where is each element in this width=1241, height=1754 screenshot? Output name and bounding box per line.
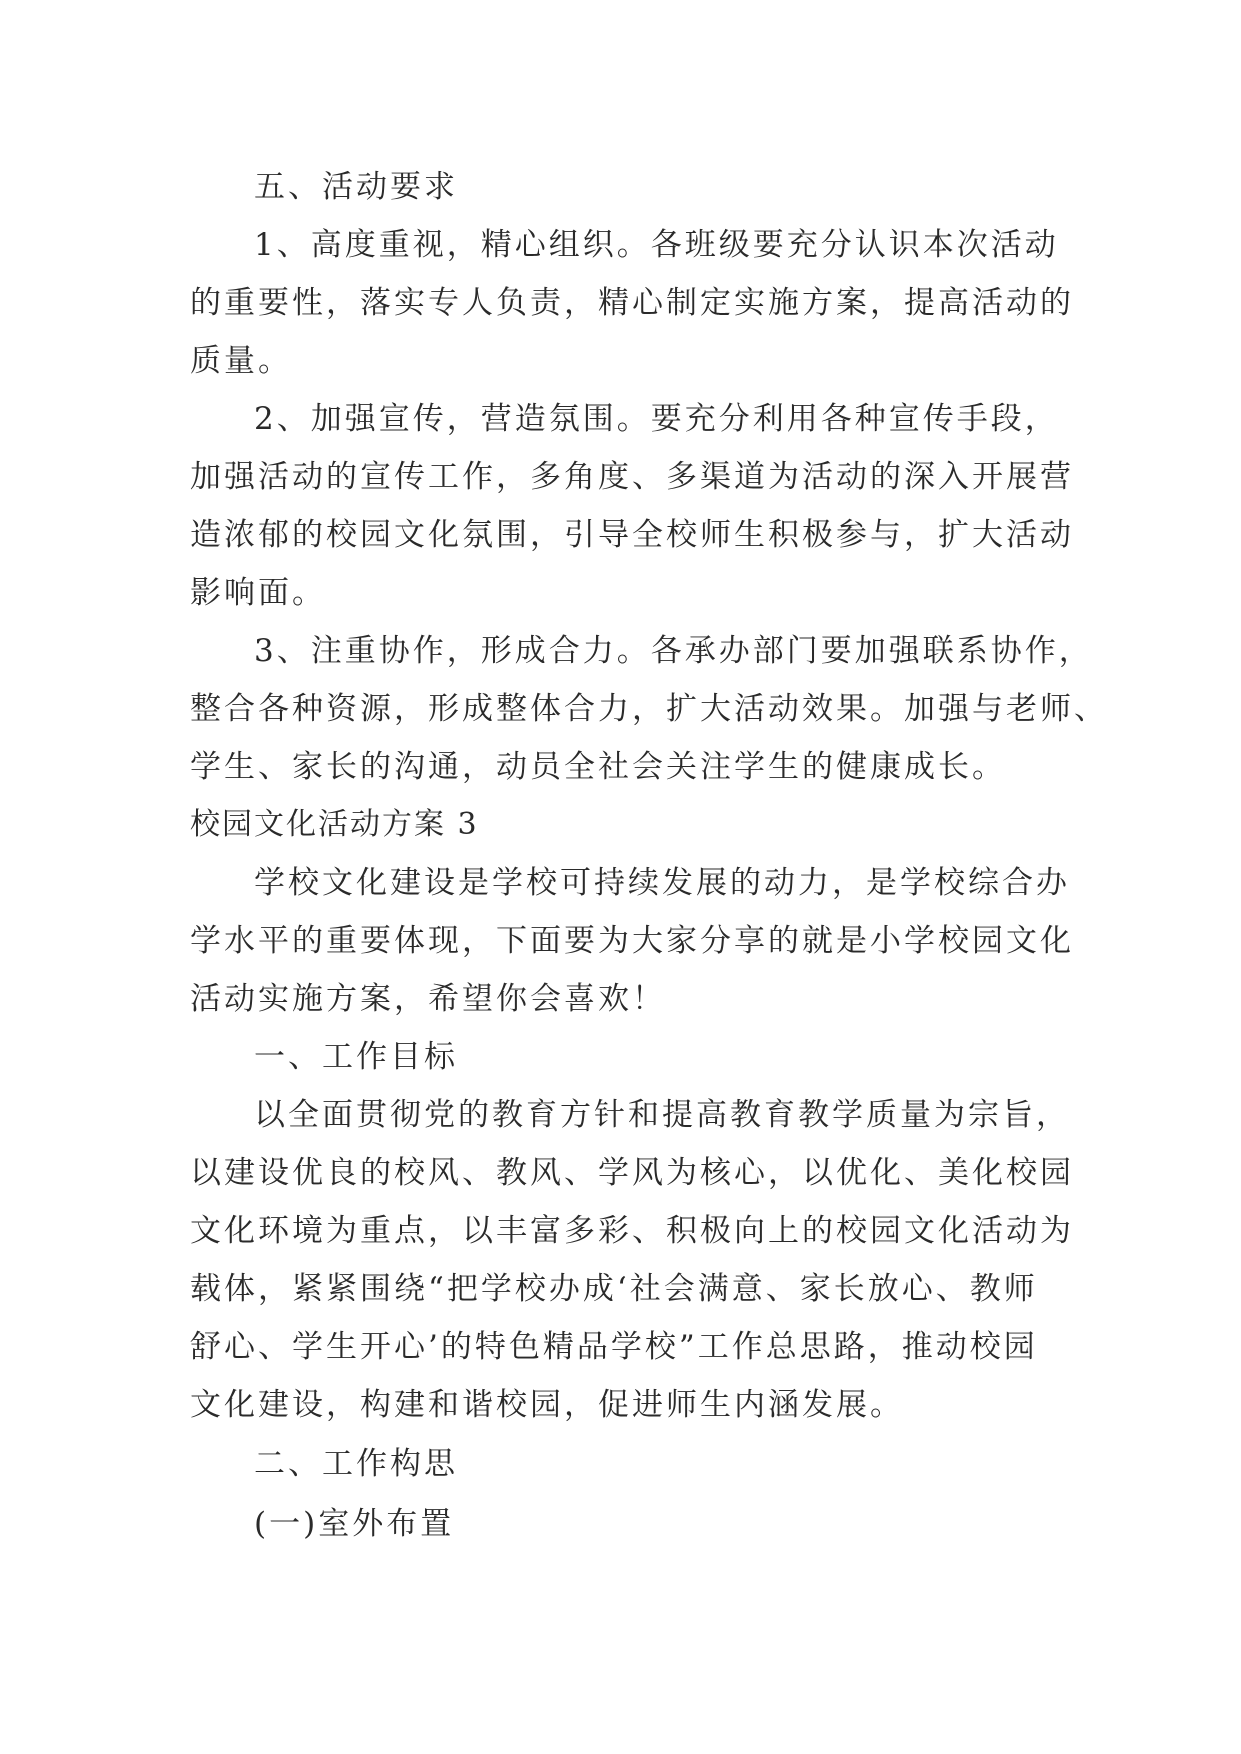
subsection-heading-outdoor: (一)室外布置 [254,1506,455,1542]
paragraph-line: 学水平的重要体现，下面要为大家分享的就是小学校园文化 [190,923,1074,959]
paragraph-line: 活动实施方案，希望你会喜欢！ [190,981,666,1017]
section-heading-requirements: 五、活动要求 [254,169,458,205]
paragraph-line: 学生、家长的沟通，动员全社会关注学生的健康成长。 [190,749,1006,785]
paragraph-line: 造浓郁的校园文化氛围，引导全校师生积极参与，扩大活动 [190,517,1074,553]
paragraph-line: 2、加强宣传，营造氛围。要充分利用各种宣传手段， [254,401,1059,437]
paragraph-line: 加强活动的宣传工作，多角度、多渠道为活动的深入开展营 [190,459,1074,495]
paragraph-line: 学校文化建设是学校可持续发展的动力，是学校综合办 [254,865,1070,901]
paragraph-line: 的重要性，落实专人负责，精心制定实施方案，提高活动的 [190,285,1074,321]
paragraph-line: 文化建设，构建和谐校园，促进师生内涵发展。 [190,1387,904,1423]
paragraph-line: 1、高度重视，精心组织。各班级要充分认识本次活动 [254,227,1059,263]
paragraph-line: 质量。 [190,343,292,379]
paragraph-line: 3、注重协作，形成合力。各承办部门要加强联系协作， [254,633,1093,669]
paragraph-line: 影响面。 [190,575,326,611]
section-heading-goals: 一、工作目标 [254,1039,458,1075]
document-body [190,158,1108,1554]
section-title: 校园文化活动方案 3 [190,807,479,842]
paragraph-line: 整合各种资源，形成整体合力，扩大活动效果。加强与老师、 [190,691,1108,727]
section-heading-ideas: 二、工作构思 [254,1446,458,1482]
paragraph-line: 载体，紧紧围绕“把学校办成‘社会满意、家长放心、教师 [190,1271,1038,1307]
paragraph-line: 以全面贯彻党的教育方针和提高教育教学质量为宗旨， [254,1097,1070,1133]
paragraph-line: 舒心、学生开心’的特色精品学校”工作总思路，推动校园 [190,1329,1038,1365]
paragraph-line: 以建设优良的校风、教风、学风为核心，以优化、美化校园 [190,1155,1074,1191]
paragraph-line: 文化环境为重点，以丰富多彩、积极向上的校园文化活动为 [190,1213,1074,1249]
